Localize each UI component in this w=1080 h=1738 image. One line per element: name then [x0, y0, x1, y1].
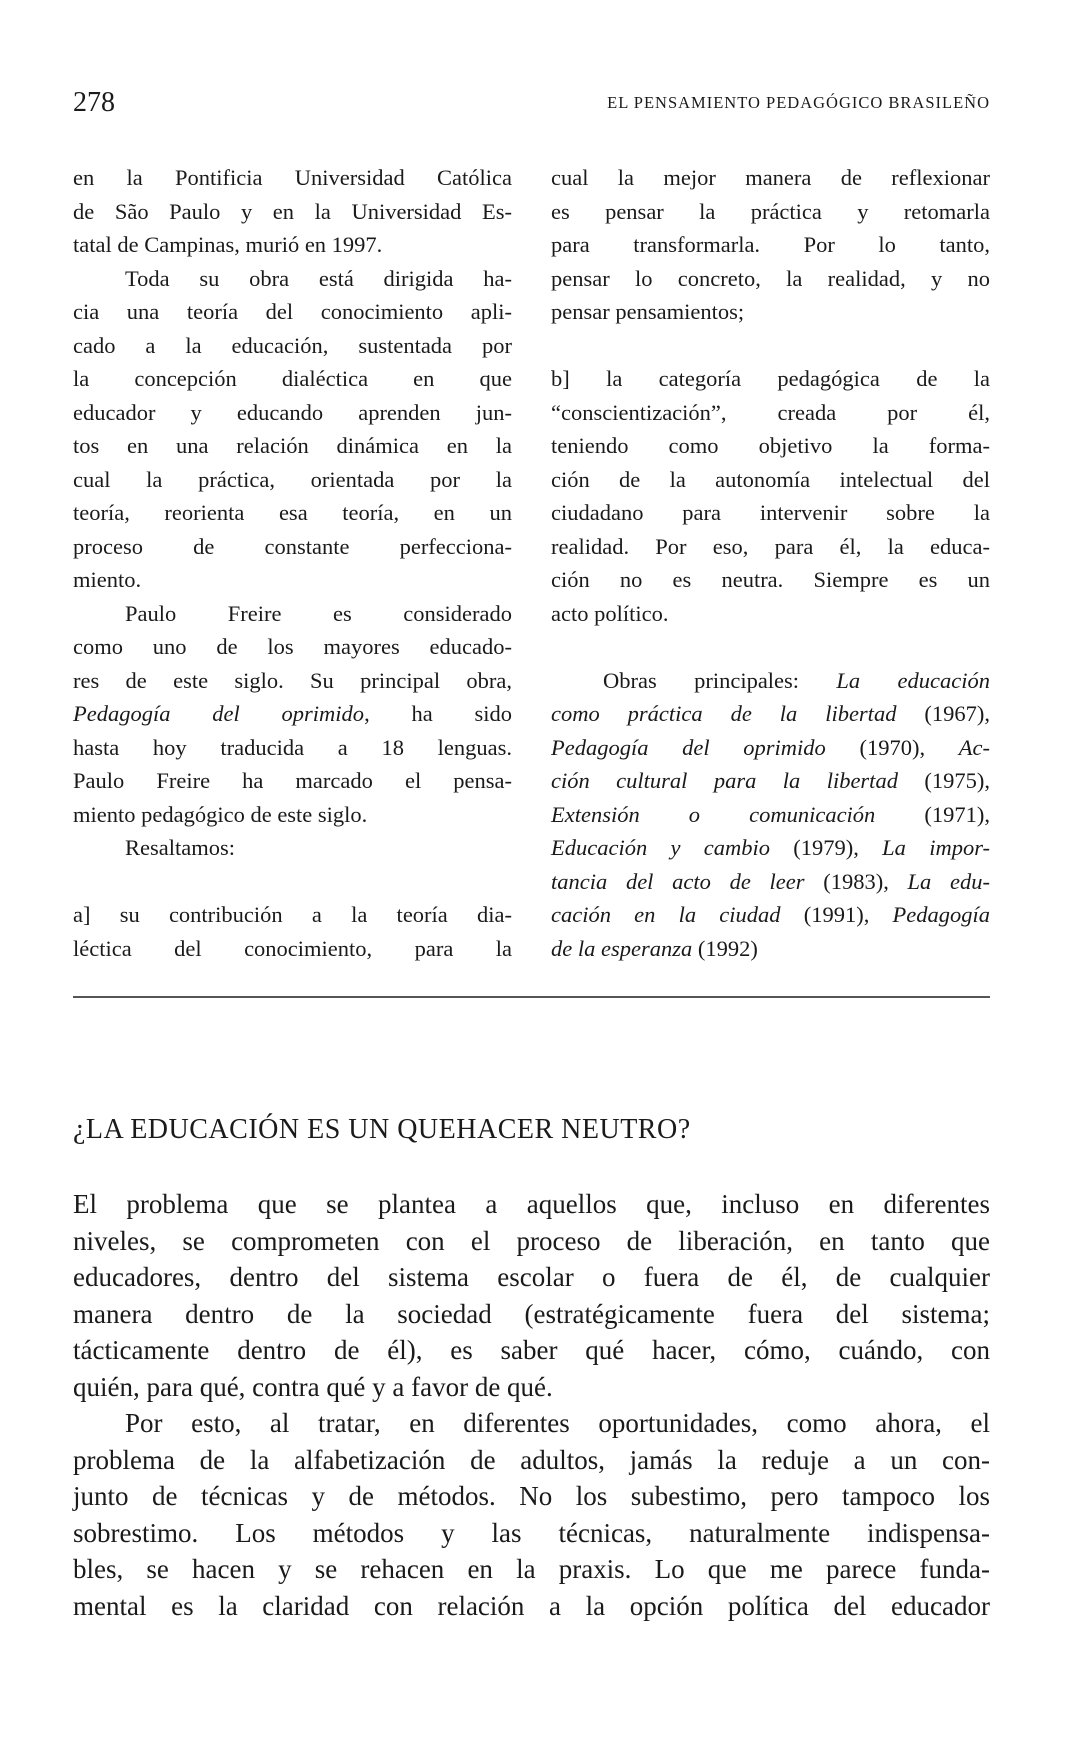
text-run: (1967),: [896, 701, 990, 726]
text-run: (1991),: [780, 902, 893, 927]
right-column: [551, 161, 990, 965]
text-run: Obras principales:: [603, 667, 837, 693]
section-divider: [73, 996, 990, 998]
text-line: [73, 161, 512, 195]
text-run: Por esto, al tratar, en diferentes oportunidades, como ahora, el: [125, 1408, 990, 1438]
text-line: [551, 429, 990, 463]
text-line: [73, 932, 512, 966]
text-line: [551, 563, 990, 597]
text-run: acto político.: [551, 600, 669, 626]
text-run: “conscientización”, creada por él,: [551, 399, 990, 425]
text-run: (1970),: [825, 734, 959, 760]
text-run: tos en una relación dinámica en la: [73, 433, 512, 458]
text-run: (1975),: [897, 768, 990, 793]
text-line: [73, 228, 512, 262]
text-run: léctica del conocimiento, para la: [73, 935, 512, 961]
text-run: miento.: [73, 567, 142, 592]
text-run: de São Paulo y en la Universidad Es-: [73, 198, 512, 224]
text-line: [551, 932, 990, 966]
text-run: cual la mejor manera de reflexionar: [551, 165, 990, 190]
text-line: [551, 764, 990, 798]
text-run: bles, se hacen y se rehacen en la praxis. Lo que me parece funda-: [73, 1554, 990, 1584]
text-line: [551, 798, 990, 832]
text-line: [73, 396, 512, 430]
section-body: [73, 1186, 990, 1624]
text-line: [73, 664, 512, 698]
text-run: (1979),: [770, 835, 883, 860]
text-line: [73, 1296, 990, 1333]
text-run: como uno de los mayores educado-: [73, 634, 512, 659]
text-run: mental es la claridad con relación a la opción política del educador: [73, 1590, 990, 1621]
text-run: hasta hoy traducida a 18 lenguas.: [73, 734, 512, 760]
text-run: cual la práctica, orientada por la: [73, 466, 512, 492]
text-line: [551, 362, 990, 396]
text-run: la concepción dialéctica en que: [73, 366, 512, 391]
section-heading: ¿LA EDUCACIÓN ES UN QUEHACER NEUTRO?: [73, 1114, 691, 1145]
italic-title: como práctica de la libertad: [551, 701, 897, 726]
text-run: niveles, se comprometen con el proceso de liberación, en tanto que: [73, 1225, 990, 1256]
text-run: problema de la alfabetización de adultos, jamás la reduje a un con-: [73, 1444, 990, 1475]
text-line: [551, 664, 990, 698]
text-run: Paulo Freire ha marcado el pensa-: [73, 768, 512, 793]
text-line: [73, 329, 512, 363]
text-line: [73, 697, 512, 731]
text-run: (1971),: [875, 801, 990, 827]
text-run: res de este siglo. Su principal obra,: [73, 667, 512, 693]
text-line: [551, 161, 990, 195]
text-line: [551, 295, 990, 329]
text-line: [73, 1405, 990, 1442]
text-line: [551, 530, 990, 564]
text-line: [73, 295, 512, 329]
italic-title: Pedagogía del oprimido: [73, 701, 365, 726]
text-line: [551, 496, 990, 530]
text-run: Toda su obra está dirigida ha-: [125, 265, 512, 291]
text-run: es pensar la práctica y retomarla: [551, 198, 990, 224]
text-run: , ha sido: [364, 701, 513, 726]
text-run: miento pedagógico de este siglo.: [73, 801, 368, 827]
text-line: [551, 195, 990, 229]
text-run: tácticamente dentro de él), es saber qué hacer, cómo, cuándo, con: [73, 1335, 990, 1365]
text-run: (1983),: [804, 868, 908, 894]
text-run: teniendo como objetivo la forma-: [551, 433, 990, 458]
left-column: [73, 161, 512, 965]
italic-title: La impor-: [882, 835, 990, 860]
text-line: [73, 798, 512, 832]
text-run: ción no es neutra. Siempre es un: [551, 567, 990, 592]
text-line: [551, 463, 990, 497]
text-run: proceso de constante perfecciona-: [73, 533, 512, 559]
text-line: [73, 496, 512, 530]
italic-title: Extensión o comunicación: [551, 801, 876, 827]
text-line: [73, 898, 512, 932]
text-line: [73, 563, 512, 597]
italic-title: Pedagogía: [892, 902, 990, 927]
text-run: educadores, dentro del sistema escolar o fuera de él, de cualquier: [73, 1262, 990, 1292]
text-run: en la Pontificia Universidad Católica: [73, 165, 512, 190]
text-run: pensar lo concreto, la realidad, y no: [551, 265, 990, 291]
italic-title: La educación: [836, 667, 990, 693]
text-line: [551, 597, 990, 631]
text-line: [73, 1551, 990, 1588]
italic-title: tancia del acto de leer: [551, 868, 805, 894]
text-line: [551, 697, 990, 731]
text-run: cia una teoría del conocimiento apli-: [73, 299, 512, 324]
text-run: Paulo Freire es considerado: [125, 600, 512, 626]
text-run: realidad. Por eso, para él, la educa-: [551, 533, 990, 559]
text-line: [551, 262, 990, 296]
italic-title: Ac-: [958, 734, 990, 760]
italic-title: de la esperanza: [551, 935, 693, 961]
page-number: 278: [73, 87, 115, 118]
text-run: b] la categoría pedagógica de la: [551, 366, 990, 391]
text-line: [73, 1478, 990, 1515]
italic-title: La edu-: [907, 868, 990, 894]
text-run: El problema que se plantea a aquellos que, incluso en diferentes: [73, 1189, 990, 1219]
italic-title: Educación y cambio: [551, 835, 770, 860]
text-run: a] su contribución a la teoría dia-: [73, 902, 512, 927]
text-line: [73, 1186, 990, 1223]
italic-title: Pedagogía del oprimido: [551, 734, 826, 760]
text-line: [73, 463, 512, 497]
text-run: ciudadano para intervenir sobre la: [551, 500, 990, 525]
text-line: [73, 1442, 990, 1479]
text-line: [551, 865, 990, 899]
text-run: para transformarla. Por lo tanto,: [551, 232, 990, 257]
text-line: [551, 731, 990, 765]
text-line: [73, 530, 512, 564]
text-line: [73, 831, 512, 865]
text-run: educador y educando aprenden jun-: [73, 399, 512, 425]
text-line: [73, 1369, 990, 1406]
running-header: EL PENSAMIENTO PEDAGÓGICO BRASILEÑO: [607, 93, 990, 112]
text-line: [73, 865, 512, 899]
text-line: [551, 630, 990, 664]
text-line: [73, 262, 512, 296]
text-line: [551, 228, 990, 262]
text-run: teoría, reorienta esa teoría, en un: [73, 500, 512, 525]
text-run: sobrestimo. Los métodos y las técnicas, naturalmente indispensa-: [73, 1517, 990, 1548]
text-line: [73, 1588, 990, 1625]
text-run: cado a la educación, sustentada por: [73, 332, 512, 358]
text-run: junto de técnicas y de métodos. No los subestimo, pero tampoco los: [73, 1481, 990, 1511]
text-run: quién, para qué, contra qué y a favor de qué.: [73, 1371, 553, 1402]
text-line: [73, 1332, 990, 1369]
text-line: [551, 831, 990, 865]
text-line: [73, 195, 512, 229]
text-line: [73, 429, 512, 463]
text-line: [73, 1515, 990, 1552]
text-run: (1992): [692, 935, 758, 961]
italic-title: ción cultural para la libertad: [551, 768, 898, 793]
text-run: manera dentro de la sociedad (estratégicamente fuera del sistema;: [73, 1298, 990, 1329]
text-run: tatal de Campinas, murió en 1997.: [73, 232, 383, 257]
text-line: [73, 764, 512, 798]
text-line: [73, 1223, 990, 1260]
italic-title: cación en la ciudad: [551, 902, 781, 927]
text-line: [73, 1259, 990, 1296]
text-line: [73, 630, 512, 664]
text-run: pensar pensamientos;: [551, 299, 745, 324]
text-line: [73, 731, 512, 765]
text-line: [73, 362, 512, 396]
text-line: [551, 898, 990, 932]
text-run: ción de la autonomía intelectual del: [551, 466, 990, 492]
text-run: Resaltamos:: [125, 835, 235, 860]
text-line: [551, 396, 990, 430]
text-line: [551, 329, 990, 363]
text-line: [73, 597, 512, 631]
